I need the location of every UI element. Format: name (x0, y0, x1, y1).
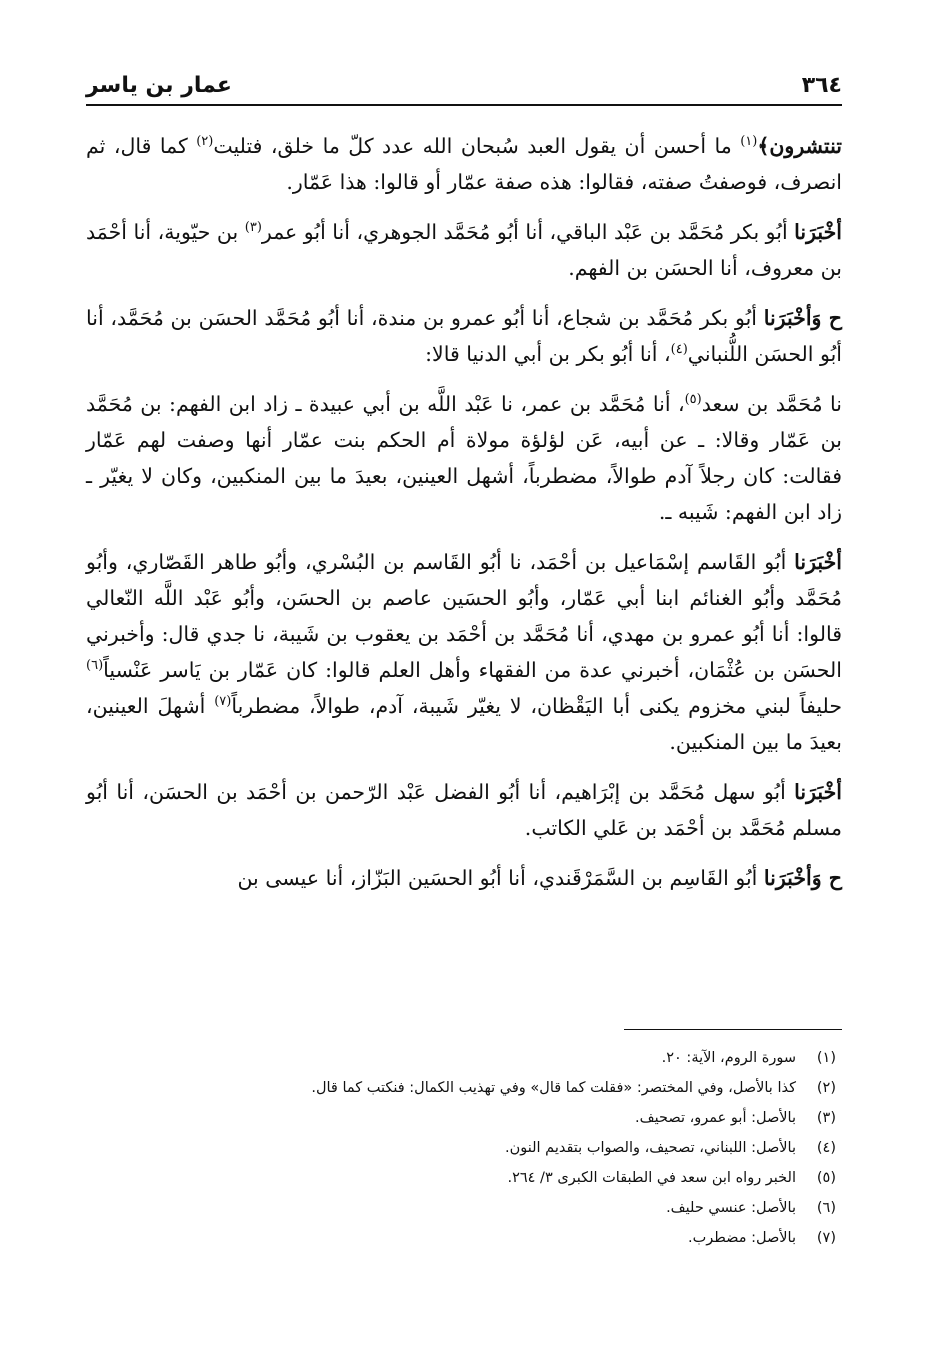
footnote-text: كذا بالأصل، وفي المختصر: «فقلت كما قال» وفي تهذيب الكمال: فنكتب كما قال. (311, 1080, 796, 1096)
text-segment: ، أنا أبُو بكر بن أبي الدنيا قالا: (425, 342, 671, 366)
paragraph-lead: ح وَأخْبَرَنا (763, 866, 842, 890)
running-title: عمار بن ياسر (86, 73, 232, 98)
footnote-rule (624, 1029, 842, 1030)
footnote-number: (٤) (816, 1140, 836, 1156)
paragraph-lead: ح وَأخْبَرَنا (763, 306, 842, 330)
text-segment: نا مُحَمَّد بن سعد (701, 392, 843, 416)
footnote-marker[interactable]: (٤) (670, 342, 688, 358)
footnote-text: الخبر رواه ابن سعد في الطبقات الكبرى ٣/ ٢٦٤. (507, 1170, 796, 1186)
footnote (120, 1073, 836, 1103)
text-segment: كما قال، ثم انصرف، فوصفتُ صفته، فقالوا: هذه صفة عمّار أو قالوا: هذا عَمّار. (86, 134, 842, 194)
footnote-marker[interactable]: (٥) (684, 392, 702, 408)
paragraph (86, 774, 842, 846)
paragraph (86, 214, 842, 286)
paragraph (86, 386, 842, 530)
paragraph (86, 128, 842, 200)
footnote-marker[interactable]: (٦) (86, 658, 104, 674)
footnote-text: بالأصل: اللبناني، تصحيف، والصواب بتقديم النون. (504, 1140, 796, 1156)
footnote (120, 1133, 836, 1163)
footnote (120, 1043, 836, 1073)
paragraph (86, 544, 842, 760)
text-segment: أشهلَ العينين، بعيدَ ما بين المنكبين. (86, 694, 842, 754)
footnote (120, 1223, 836, 1253)
footnote-number: (١) (816, 1050, 836, 1066)
footnote-number: (٦) (816, 1200, 836, 1216)
footnote-marker[interactable]: (٣) (244, 220, 262, 236)
page-number: ٣٦٤ (801, 73, 842, 98)
footnote-number: (٧) (816, 1230, 836, 1246)
footnote-text: بالأصل: عنسي حليف. (666, 1200, 796, 1216)
footnote-marker[interactable]: (٢) (196, 134, 214, 150)
footnote-text: بالأصل: أبو عمرو، تصحيف. (635, 1110, 796, 1126)
footnote-text: بالأصل: مضطرب. (687, 1230, 796, 1246)
text-segment: أبُو القَاسِم بن السَّمَرْقَندي، أنا أبُو الحسَين البَزّاز، أنا عيسى بن (237, 866, 764, 890)
text-segment: ، أنا مُحَمَّد بن عمر، نا عَبْد اللَّه بن أبي عبيدة ـ زاد ابن الفهم: بن مُحَمَّد بن عَمّار وقالا: ـ عن أبيه، عَن لؤلؤة مولاة أم الحكم بنت عمّار أنها وصفت لهم عَمّار فقالت: كان رجلاً آدم طوالاً، مضطرباً، أشهل العينين، بعيدَ ما بين المنكبين، وكان لا يغيّر ـ زاد ابن الفهم: شَيبه ـ. (86, 392, 842, 524)
page-header (86, 58, 842, 98)
text-segment: أبُو بكر مُحَمَّد بن عَبْد الباقي، أنا أبُو مُحَمَّد الجوهري، أنا أبُو عمر (261, 220, 795, 244)
paragraph (86, 300, 842, 372)
paragraph-lead: أخْبَرَنا (794, 220, 842, 244)
paragraph (86, 860, 842, 896)
footnotes (120, 1043, 836, 1253)
text-segment: أبُو القَاسم إسْمَاعيل بن أحْمَد، نا أبُو القَاسم بن البُسْري، وأبُو طاهر القَصّاري، وأبُو مُحَمَّد وأبُو الغنائم ابنا أبي عَمّار، وأبُو الحسَين عاصم بن الحسَن، وأبُو عَبْد اللَّه النّعالي قالوا: أنا أبُو عمرو بن مهدي، أنا مُحَمَّد بن أحْمَد بن يعقوب بن شَيبة، نا جدي قال: وأخبرني الحسَن بن عُثْمَان، أخبرني عدة من الفقهاء وأهل العلم قالوا: كان عَمّار بن يَاسر عَنْسياً (86, 550, 842, 682)
text-segment: حليفاً لبني مخزوم يكنى أبا اليَقْظان، لا يغيّر شَيبة، آدم، طوالاً، مضطرباً (231, 694, 842, 718)
footnote-number: (٥) (816, 1170, 836, 1186)
footnote (120, 1103, 836, 1133)
footnote (120, 1163, 836, 1193)
text-segment: بن حيّوية، أنا أحْمَد بن معروف، أنا الحسَن بن الفهم. (85, 220, 842, 280)
footnote (120, 1193, 836, 1223)
footnote-marker[interactable]: (١) (740, 134, 758, 150)
paragraph-lead: تنتشرون﴾ (757, 134, 843, 158)
footnote-number: (٢) (816, 1080, 836, 1096)
paragraph-lead: أخْبَرَنا (794, 550, 842, 574)
footnote-number: (٣) (816, 1110, 836, 1126)
text-segment: ما أحسن أن يقول العبد سُبحان الله عدد كلّ ما خلق، فتليت (213, 134, 741, 158)
header-rule (86, 104, 842, 106)
footnote-text: سورة الروم، الآية: ٢٠. (661, 1050, 796, 1066)
footnote-marker[interactable]: (٧) (214, 694, 232, 710)
text-segment: أبُو بكر مُحَمَّد بن شجاع، أنا أبُو عمرو بن مندة، أنا أبُو مُحَمَّد الحسَن بن مُحَمَّد، أنا أبُو الحسَن اللُّنباني (86, 306, 842, 366)
main-text (86, 128, 842, 910)
text-segment: أبُو سهل مُحَمَّد بن إبْرَاهيم، أنا أبُو الفضل عَبْد الرّحمن بن أحْمَد بن الحسَن، أنا أبُو مسلم مُحَمَّد بن أحْمَد بن عَلي الكاتب. (86, 780, 842, 840)
paragraph-lead: أخْبَرَنا (794, 780, 842, 804)
